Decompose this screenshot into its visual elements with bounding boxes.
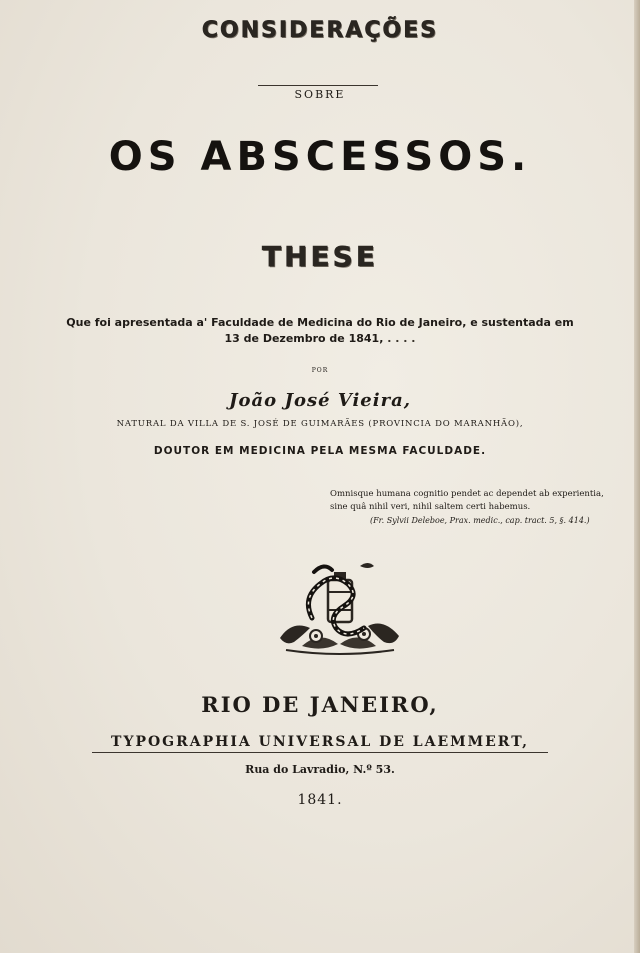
publisher-address: Rua do Lavradio, N.º 53.: [245, 763, 395, 776]
sobre-label: SOBRE: [294, 88, 346, 101]
header-title: CONSIDERAÇÕES: [201, 18, 439, 43]
subtitle-date: 13 de Dezembro de 1841,: [224, 332, 384, 345]
publication-place: RIO DE JANEIRO,: [201, 692, 439, 717]
author-origin: NATURAL DA VILLA DE S. JOSÉ DE GUIMARÃES (PROVINCIA DO MARANHÃO),: [116, 419, 524, 429]
these-heading: THESE: [262, 240, 378, 273]
caduceus-serpent-ornament-icon: [272, 558, 407, 658]
por-label: POR: [311, 367, 329, 374]
epigraph-line-1: Omnisque humana cognitio pendet ac dependet ab experientia,: [330, 489, 604, 499]
epigraph-citation: (Fr. Sylvii Deleboe, Prax. medic., cap. tract. 5, §. 414.): [370, 516, 590, 525]
title-rule: [258, 85, 378, 86]
epigraph: [330, 488, 604, 527]
imprint-rule: [92, 752, 548, 753]
publisher: TYPOGRAPHIA UNIVERSAL DE LAEMMERT,: [111, 734, 529, 750]
main-title: OS ABSCESSOS.: [108, 134, 532, 180]
subtitle-line-2: [0, 332, 640, 345]
author-degree: DOUTOR EM MEDICINA PELA MESMA FACULDADE.: [153, 445, 487, 457]
subtitle-dots: . . . .: [387, 332, 416, 345]
subtitle-line-1: Que foi apresentada a' Faculdade de Medicina do Rio de Janeiro, e sustentada em: [66, 316, 574, 329]
author-name: João José Vieira,: [228, 390, 412, 411]
epigraph-line-2: sine quâ nihil veri, nihil saltem certi habemus.: [330, 502, 531, 512]
publication-year: 1841.: [297, 792, 343, 808]
